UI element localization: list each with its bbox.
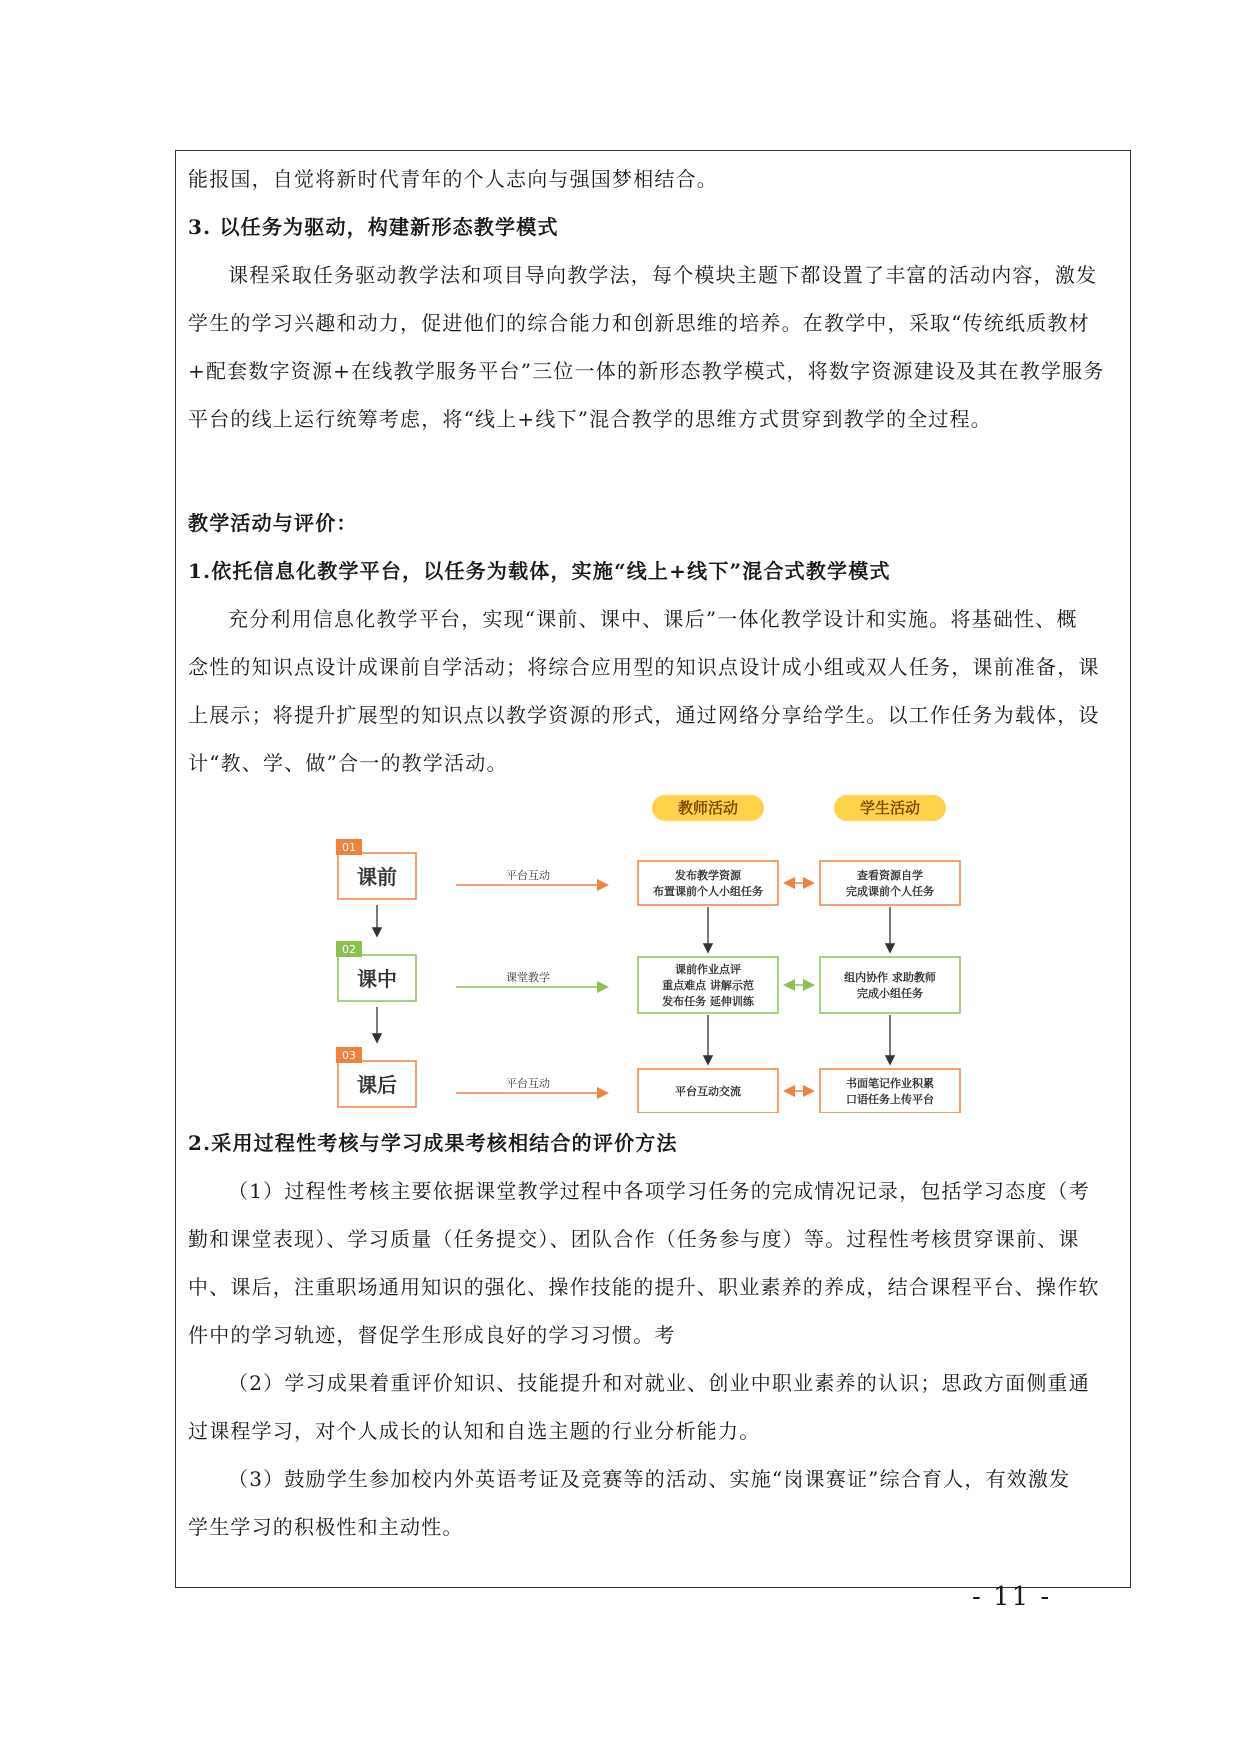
paragraph-line: 计“教、学、做”合一的教学活动。 [188, 751, 508, 775]
paragraph-line: 过课程学习，对个人成长的认知和自选主题的行业分析能力。 [188, 1419, 761, 1443]
section-heading: 1.依托信息化教学平台，以任务为载体，实施“线上+线下”混合式教学模式 [188, 559, 891, 583]
student-box-3 [820, 1069, 960, 1113]
document-content [188, 155, 1120, 1551]
student-text: 书面笔记作业积累 [846, 1077, 934, 1090]
student-box-1 [820, 861, 960, 905]
page-number: - 11 - [972, 1582, 1052, 1612]
text-block-top [188, 155, 1120, 443]
text-block-mid [188, 547, 1120, 787]
teacher-text: 平台互动交流 [675, 1085, 741, 1098]
stage-number-3: 03 [342, 1049, 356, 1062]
student-text: 口语任务上传平台 [846, 1093, 934, 1106]
paragraph-line: +配套数字资源+在线教学服务平台”三位一体的新形态教学模式，将数字资源建设及其在教学服务 [188, 359, 1105, 383]
teacher-box-1 [638, 861, 778, 905]
paragraph-line: （3）鼓励学生参加校内外英语考证及竞赛等的活动、实施“岗课赛证”综合育人，有效激发 [228, 1467, 1071, 1491]
student-text: 完成小组任务 [857, 987, 923, 1000]
student-box-2 [820, 957, 960, 1013]
paragraph-line: 平台的线上运行统筹考虑，将“线上+线下”混合教学的思维方式贯穿到教学的全过程。 [188, 407, 993, 431]
paragraph-line: 中、课后，注重职场通用知识的强化、操作技能的提升、职业素养的养成，结合课程平台、操作软 [188, 1275, 1100, 1299]
mode-label-3: 平台互动 [506, 1077, 550, 1090]
paragraph-line: 学生的学习兴趣和动力，促进他们的综合能力和创新思维的培养。在教学中，采取“传统纸质教材 [188, 311, 1090, 335]
student-text: 完成课前个人任务 [846, 885, 934, 898]
stage-number-1: 01 [342, 841, 356, 854]
student-text: 查看资源自学 [857, 869, 923, 882]
paragraph-line: （1）过程性考核主要依据课堂教学过程中各项学习任务的完成情况记录，包括学习态度（考 [228, 1179, 1090, 1203]
teacher-text: 发布教学资源 [675, 869, 741, 882]
paragraph-line: 勤和课堂表现）、学习质量（任务提交）、团队合作（任务参与度）等。过程性考核贯穿课前、课 [188, 1227, 1080, 1251]
teacher-text: 布置课前个人小组任务 [653, 885, 763, 898]
text-block-bottom [188, 1119, 1120, 1551]
flow-svg [188, 793, 1120, 1113]
teacher-text: 课前作业点评 [675, 963, 741, 976]
teacher-header: 教师活动 [677, 799, 739, 817]
stage-number-2: 02 [342, 943, 356, 956]
paragraph-line: 充分利用信息化教学平台，实现“课前、课中、课后”一体化教学设计和实施。将基础性、概 [228, 607, 1078, 631]
teacher-text: 发布任务 延伸训练 [662, 995, 754, 1008]
section-heading: 3. 以任务为驱动，构建新形态教学模式 [188, 215, 559, 239]
teacher-text: 重点难点 讲解示范 [662, 979, 754, 992]
paragraph-line: 念性的知识点设计成课前自学活动；将综合应用型的知识点设计成小组或双人任务，课前准备，课 [188, 655, 1100, 679]
spacer [188, 443, 1120, 499]
paragraph-line: 上展示；将提升扩展型的知识点以教学资源的形式，通过网络分享给学生。以工作任务为载体，设 [188, 703, 1100, 727]
paragraph-line: （2）学习成果着重评价知识、技能提升和对就业、创业中职业素养的认识；思政方面侧重通 [228, 1371, 1090, 1395]
mode-label-1: 平台互动 [506, 869, 550, 882]
stage-label-3: 课后 [357, 1073, 397, 1097]
paragraph-line: 学生学习的积极性和主动性。 [188, 1515, 464, 1539]
stage-label-2: 课中 [357, 967, 397, 991]
stage-label-1: 课前 [357, 865, 397, 889]
paragraph-line: 件中的学习轨迹，督促学生形成良好的学习习惯。考 [188, 1323, 676, 1347]
section-heading: 2.采用过程性考核与学习成果考核相结合的评价方法 [188, 1131, 678, 1155]
paragraph-line: 课程采取任务驱动教学法和项目导向教学法，每个模块主题下都设置了丰富的活动内容，激发 [228, 263, 1098, 287]
mode-label-2: 课堂教学 [506, 971, 550, 984]
student-text: 组内协作 求助教师 [844, 971, 936, 984]
student-header: 学生活动 [859, 799, 921, 817]
teaching-flow-diagram [188, 793, 1120, 1113]
paragraph-line: 能报国，自觉将新时代青年的个人志向与强国梦相结合。 [188, 167, 718, 191]
section-heading-activities: 教学活动与评价： [188, 511, 358, 535]
